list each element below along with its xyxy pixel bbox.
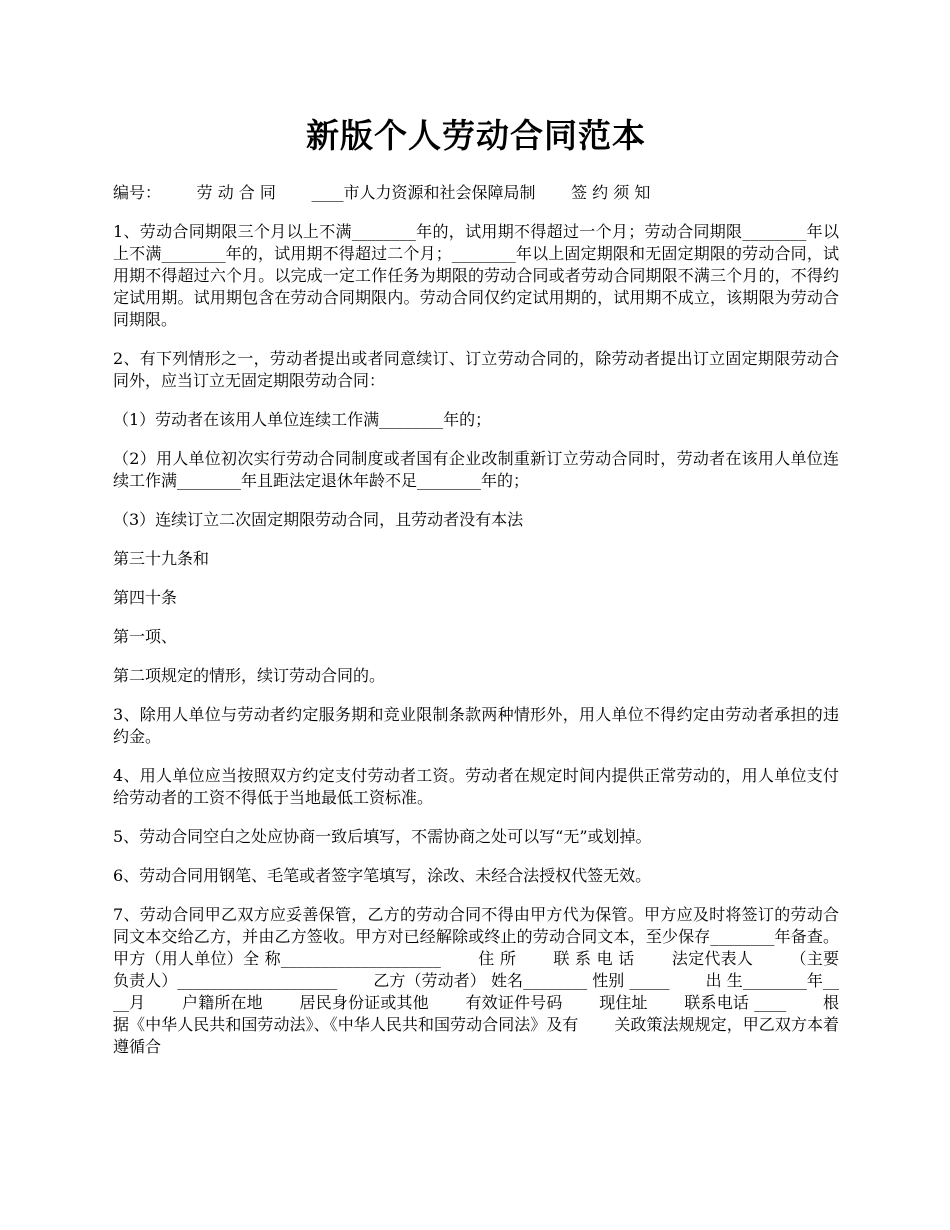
paragraph-fragment-item-2: 第二项规定的情形，续订劳动合同的。 <box>113 666 386 685</box>
paragraph-fragment-article-40: 第四十条 <box>113 588 178 607</box>
paragraph-fragment-item-1: 第一项、 <box>113 627 178 646</box>
paragraph-3: 3、除用人单位与劳动者约定服务期和竞业限制条款两种情形外，用人单位不得约定由劳动者承担的违约金。 <box>113 705 839 746</box>
paragraph-7: 7、劳动合同甲乙双方应妥善保管，乙方的劳动合同不得由甲方代为保管。甲方应及时将签订的劳动合同文本交给乙方，并由乙方签收。甲方对已经解除或终止的劳动合同文本，至少保存________年备查。 甲方（用人单位）全 称____________________ 住 所 联 系 电 话 法定代表人 （主要负责人）____________________ 乙方（劳动者） 姓名________ 性别 _____ 出 生________年____月 户籍所在地 居民身份证或其他 有效证件号码 现住址 联系电话 ____ 根据《中华人民共和国劳动法》、《中华人民共和国劳动合同法》及有 关政策法规规定，甲乙双方本着遵循合 <box>113 905 875 1056</box>
document-header-line: 编号： 劳 动 合 同 ____市人力资源和社会保障局制 签 约 须 知 <box>113 183 651 202</box>
paragraph-1: 1、劳动合同期限三个月以上不满________年的，试用期不得超过一个月；劳动合同期限________年以上不满________年的，试用期不得超过二个月；________年以上固定期限和无固定期限的劳动合同，试用期不得超过六个月。以完成一定工作任务为期限的劳动合同或者劳动合同期限不满三个月的，不得约定试用期。试用期包含在劳动合同期限内。劳动合同仅约定试用期的，试用期不成立，该期限为劳动合同期限。 <box>113 222 839 329</box>
paragraph-4: 4、用人单位应当按照双方约定支付劳动者工资。劳动者在规定时间内提供正常劳动的，用人单位支付给劳动者的工资不得低于当地最低工资标准。 <box>113 766 839 807</box>
paragraph-5: 5、劳动合同空白之处应协商一致后填写，不需协商之处可以写“无”或划掉。 <box>113 827 652 846</box>
paragraph-2-item-3: （3）连续订立二次固定期限劳动合同，且劳动者没有本法 <box>113 510 524 529</box>
paragraph-6: 6、劳动合同用钢笔、毛笔或者签字笔填写，涂改、未经合法授权代签无效。 <box>113 866 652 885</box>
paragraph-2-item-2: （2）用人单位初次实行劳动合同制度或者国有企业改制重新订立劳动合同时，劳动者在该用人单位连续工作满________年且距法定退休年龄不足________年的； <box>113 449 839 490</box>
paragraph-fragment-article-39: 第三十九条和 <box>113 549 210 568</box>
document-page <box>113 110 875 1058</box>
paragraph-2: 2、有下列情形之一，劳动者提出或者同意续订、订立劳动合同的，除劳动者提出订立固定期限劳动合同外，应当订立无固定期限劳动合同： <box>113 349 839 390</box>
paragraph-2-item-1: （1）劳动者在该用人单位连续工作满________年的； <box>113 410 492 429</box>
document-title: 新版个人劳动合同范本 <box>306 116 646 155</box>
